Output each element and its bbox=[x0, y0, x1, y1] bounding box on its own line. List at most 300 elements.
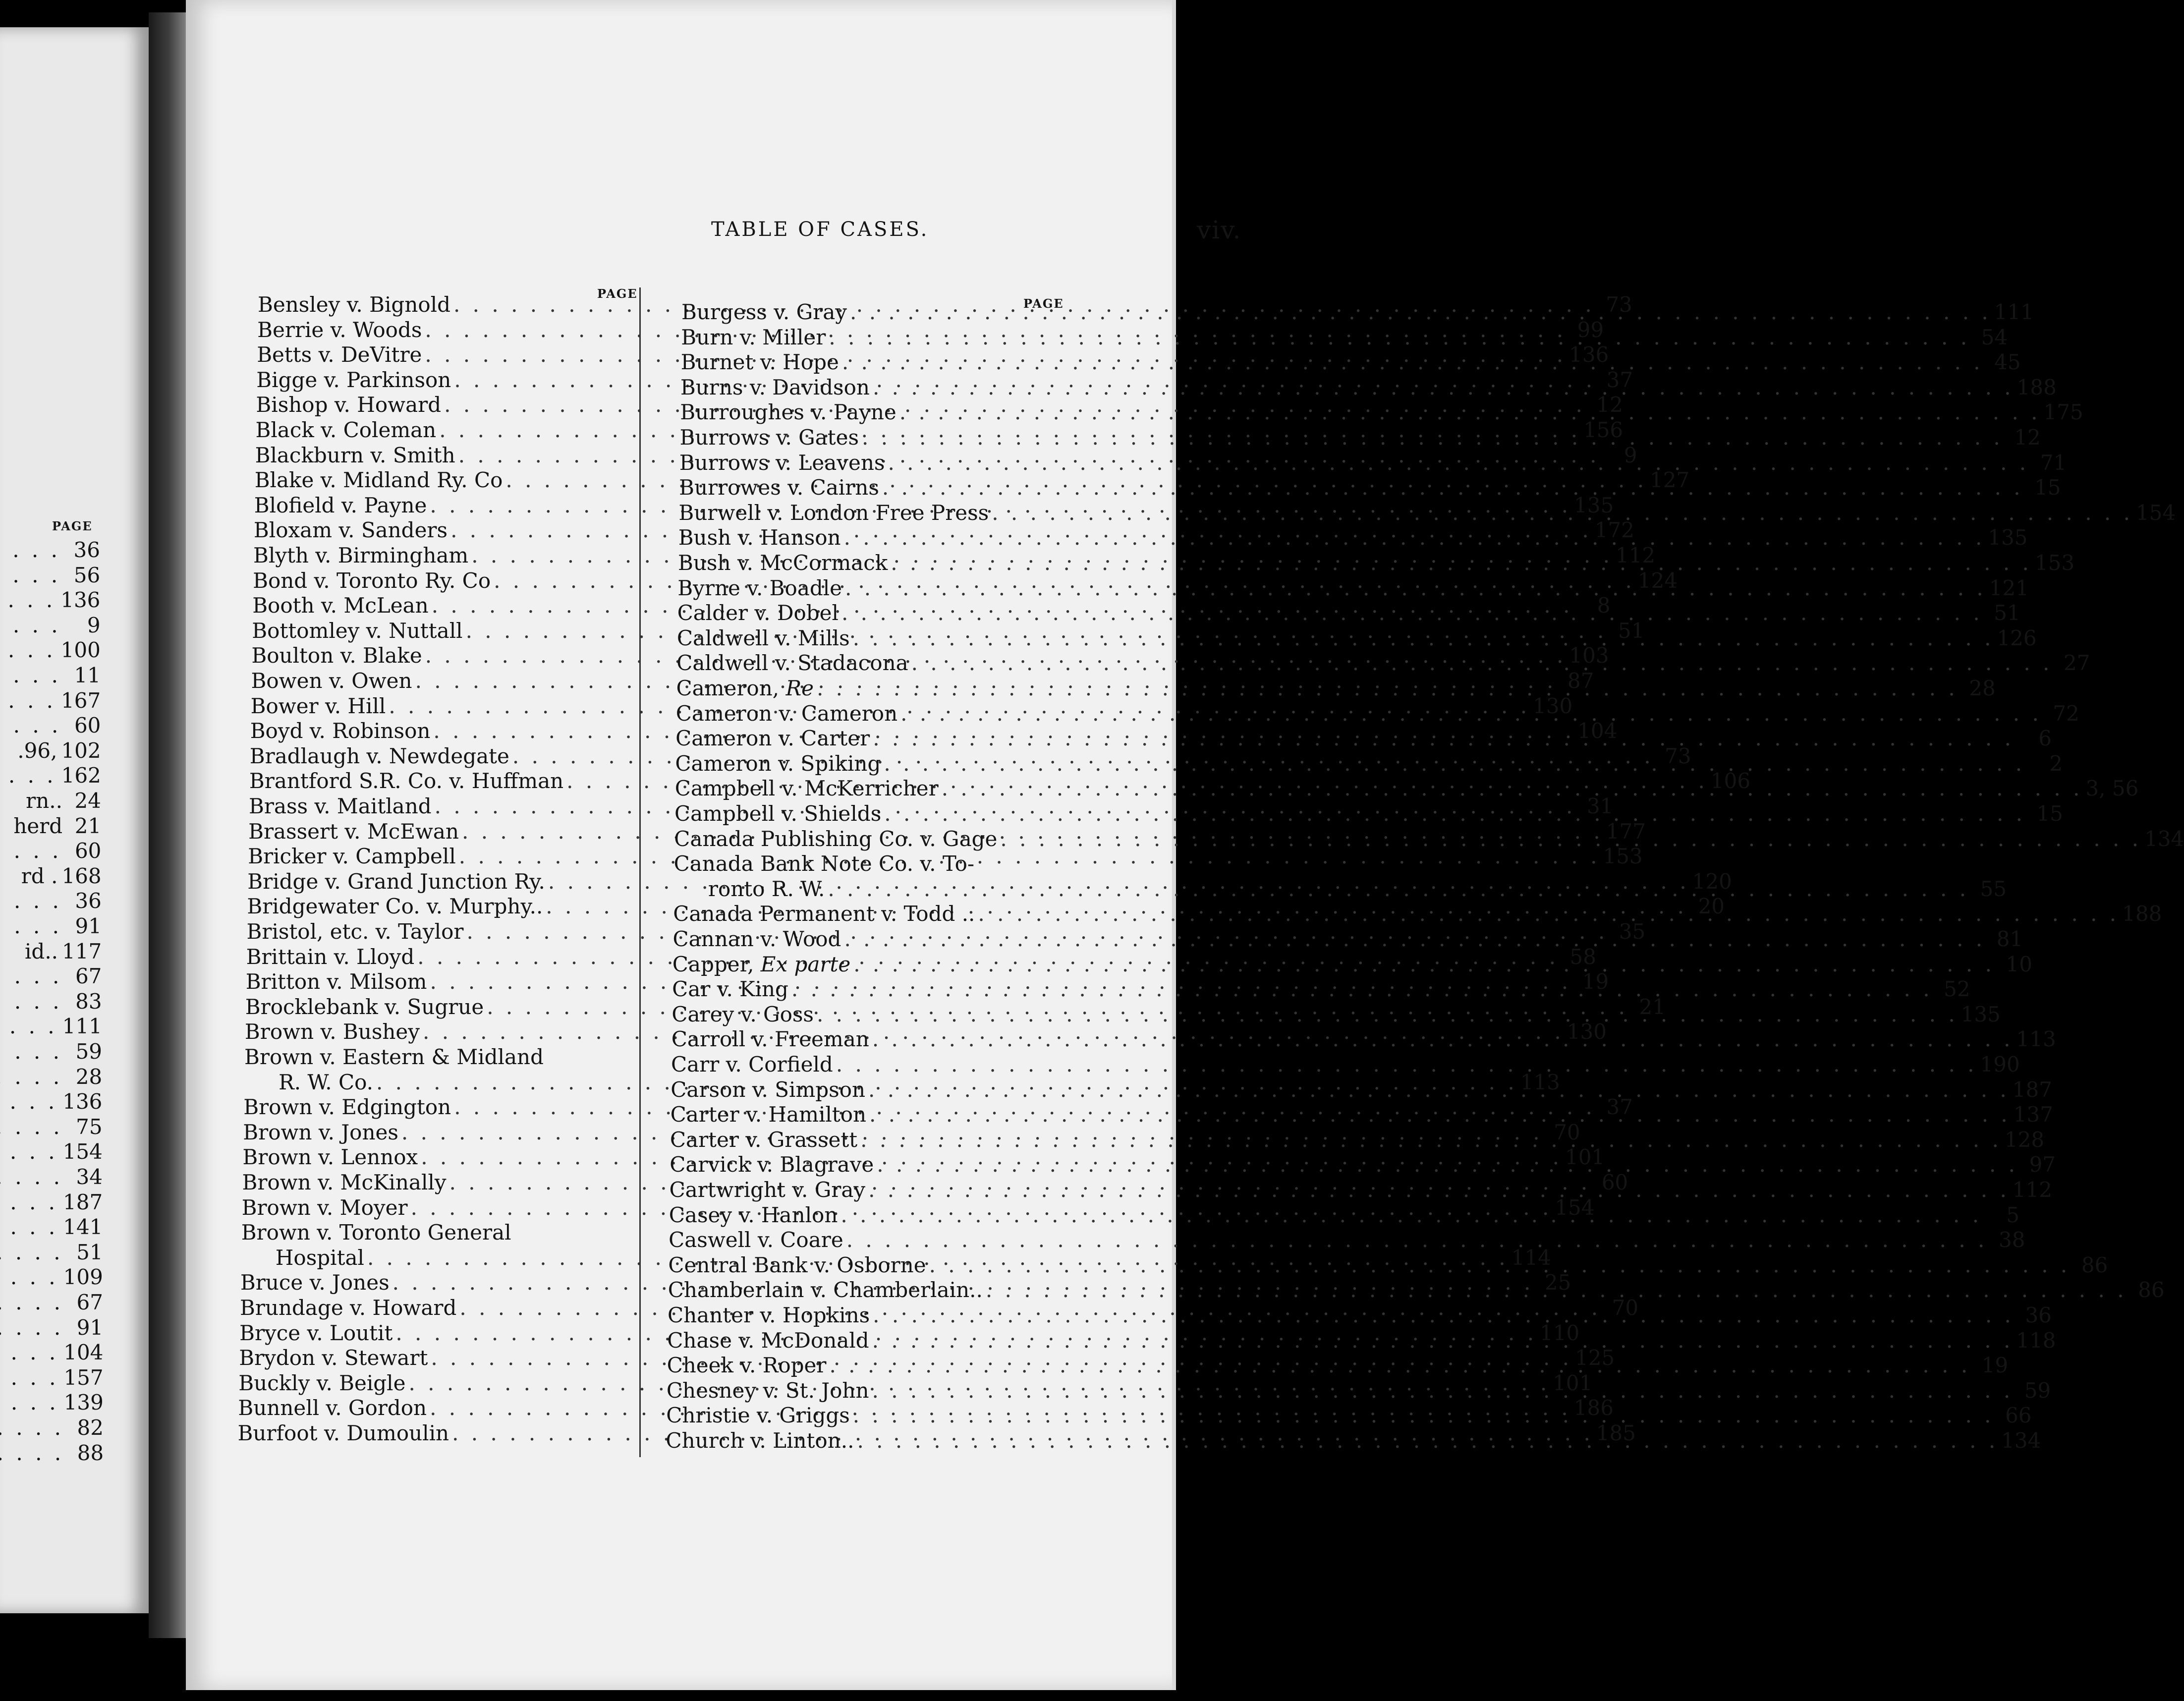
leader-dots bbox=[0, 538, 60, 562]
facing-page-number: 24 bbox=[74, 789, 101, 813]
case-page-number: 37 bbox=[1606, 367, 1633, 392]
case-page-number: 135 bbox=[1988, 525, 2028, 550]
case-name: Bradlaugh v. Newdegate bbox=[249, 743, 509, 768]
case-name: Bricker v. Campbell bbox=[248, 844, 456, 869]
case-page-number: 156 bbox=[1583, 418, 1624, 442]
case-name: Bush v. Hanson bbox=[678, 525, 841, 550]
case-name: Brantford S.R. Co. v. Huffman bbox=[249, 769, 564, 794]
case-name: Bloxam v. Sanders bbox=[253, 518, 448, 543]
leader-dots bbox=[857, 1428, 1998, 1453]
leader-dots bbox=[873, 1303, 2014, 1328]
case-name: Burwell v. London Free Press bbox=[678, 500, 989, 525]
leader-dots bbox=[1000, 827, 2141, 851]
case-name: Bristol, etc. v. Taylor bbox=[246, 919, 464, 944]
facing-page-entry bbox=[0, 1165, 103, 1190]
case-entry bbox=[674, 851, 1170, 876]
case-name: Chase v. McDonald bbox=[667, 1328, 869, 1353]
case-page-number: 187 bbox=[2012, 1077, 2052, 1102]
case-page-number: 25 bbox=[1544, 1270, 1571, 1295]
case-name: Carter v. Grassett bbox=[670, 1127, 858, 1152]
leader-dots bbox=[0, 1139, 58, 1164]
case-name: Carvick v. Blagrave bbox=[670, 1152, 874, 1177]
facing-page-entry bbox=[0, 1390, 104, 1415]
case-page-number: 136 bbox=[1569, 342, 1609, 367]
facing-page-entry bbox=[0, 588, 100, 613]
case-page-number: 73 bbox=[1606, 292, 1632, 317]
facing-page-entry bbox=[0, 613, 101, 638]
case-name: Brundage v. Howard bbox=[240, 1296, 457, 1320]
case-page-number: 153 bbox=[1603, 844, 1643, 869]
case-page-number: 135 bbox=[1574, 493, 1614, 517]
case-page-number: 72 bbox=[2053, 701, 2079, 726]
case-page-number: 111 bbox=[1994, 300, 2034, 324]
case-name: Burgess v. Gray bbox=[681, 300, 847, 324]
case-name: Bruce v. Jones bbox=[240, 1270, 390, 1295]
leader-dots bbox=[872, 1328, 2014, 1353]
case-name: Burroughes v. Payne bbox=[680, 400, 896, 425]
leader-dots bbox=[891, 551, 2032, 575]
page bbox=[186, 0, 2184, 1690]
leader-dots bbox=[0, 663, 61, 687]
leader-dots bbox=[836, 1052, 1977, 1077]
case-page-number: 35 bbox=[1619, 919, 1646, 944]
case-page-number: 186 bbox=[1573, 1396, 1614, 1420]
case-name: Boulton v. Blake bbox=[251, 643, 422, 668]
leader-dots bbox=[829, 1353, 1970, 1378]
case-name: Bower v. Hill bbox=[250, 693, 386, 718]
leader-dots bbox=[0, 588, 56, 612]
case-page-number: 15 bbox=[2036, 801, 2064, 826]
case-entry bbox=[241, 1220, 613, 1245]
facing-page-number: 91 bbox=[75, 914, 102, 938]
case-page-number: 110 bbox=[1540, 1320, 1580, 1345]
facing-page-number: 56 bbox=[73, 563, 101, 587]
case-page-number: 101 bbox=[1565, 1145, 1605, 1170]
leader-dots bbox=[0, 563, 60, 587]
case-name: Christie v. Griggs bbox=[666, 1403, 850, 1428]
facing-page-fragment bbox=[0, 27, 149, 1613]
facing-page-entry bbox=[0, 1014, 102, 1039]
case-page-number: 38 bbox=[1998, 1228, 2025, 1252]
leader-dots bbox=[0, 763, 56, 788]
facing-page-number: 109 bbox=[63, 1265, 103, 1290]
facing-page-number: 167 bbox=[61, 688, 101, 713]
leader-dots bbox=[862, 425, 2003, 450]
facing-page-number: 75 bbox=[76, 1114, 103, 1139]
facing-page-number: 136 bbox=[62, 1089, 103, 1114]
case-page-number: 104 bbox=[1577, 719, 1618, 743]
case-name: Burfoot v. Dumoulin bbox=[237, 1421, 449, 1445]
leader-dots bbox=[0, 839, 61, 863]
case-name: Bigge v. Parkinson bbox=[256, 367, 451, 392]
leader-dots bbox=[942, 776, 2083, 801]
case-name: Cameron, Re bbox=[676, 676, 814, 700]
facing-page-number: 82 bbox=[77, 1416, 104, 1440]
facing-page-number: 102 bbox=[61, 738, 101, 763]
case-name: Brown v. Toronto General bbox=[241, 1220, 511, 1245]
case-page-number: 73 bbox=[1665, 743, 1691, 768]
facing-page-entry bbox=[0, 1139, 103, 1164]
facing-page-column-heading: PAGE bbox=[52, 519, 93, 533]
case-page-number: 81 bbox=[1996, 927, 2023, 951]
case-name: R. W. Co. bbox=[279, 1070, 373, 1094]
facing-page-entry bbox=[0, 889, 102, 913]
facing-page-entry bbox=[0, 1240, 103, 1265]
case-page-number: 70 bbox=[1554, 1120, 1580, 1144]
facing-page-entry bbox=[0, 538, 100, 563]
case-page-number: 51 bbox=[1618, 618, 1645, 643]
facing-page-entry bbox=[26, 789, 101, 813]
leader-dots bbox=[0, 989, 62, 1014]
facing-page-text-fragment: rn.. bbox=[26, 789, 62, 813]
case-page-number: 20 bbox=[1698, 894, 1725, 919]
facing-page-entry bbox=[13, 814, 101, 839]
leader-dots bbox=[850, 300, 1991, 325]
case-name: Burns v. Davidson bbox=[680, 375, 870, 399]
facing-page-number: 51 bbox=[76, 1240, 103, 1264]
leader-dots bbox=[0, 1390, 59, 1415]
case-name: Chanter v. Hopkins bbox=[668, 1303, 870, 1327]
facing-page-text-fragment: .96, bbox=[17, 738, 57, 763]
facing-page-entry bbox=[0, 1441, 104, 1466]
case-page-number: 130 bbox=[1567, 1020, 1607, 1044]
case-name: Burrowes v. Cairns bbox=[679, 475, 879, 500]
case-page-number: 2 bbox=[2049, 751, 2063, 776]
facing-page-entry bbox=[0, 1340, 103, 1365]
case-page-number: 127 bbox=[1650, 468, 1690, 493]
case-name: Calder v. Dobel bbox=[677, 601, 839, 625]
case-name: Capper, Ex parte bbox=[672, 952, 851, 976]
case-name: Cheek v. Roper bbox=[667, 1353, 827, 1378]
case-name: Burnet v. Hope bbox=[680, 350, 839, 375]
case-page-number: 66 bbox=[2005, 1403, 2032, 1428]
leader-dots bbox=[0, 1065, 62, 1089]
leader-dots bbox=[0, 1416, 64, 1440]
case-name: Cameron v. Cameron bbox=[675, 701, 898, 726]
facing-page-entry bbox=[0, 563, 100, 588]
case-page-number: 8 bbox=[1597, 593, 1611, 618]
case-page-number: 58 bbox=[1569, 944, 1596, 969]
case-page-number: 31 bbox=[1586, 794, 1614, 818]
case-page-number: 120 bbox=[1692, 869, 1732, 894]
leader-dots bbox=[0, 1190, 58, 1214]
case-page-number: 177 bbox=[1606, 819, 1646, 844]
case-name: Booth v. McLean bbox=[252, 593, 429, 618]
leader-dots bbox=[868, 1077, 2010, 1102]
leader-dots bbox=[884, 801, 2025, 826]
case-page-number: 118 bbox=[2016, 1328, 2056, 1353]
leader-dots bbox=[0, 1115, 63, 1139]
facing-page-entry bbox=[0, 1315, 103, 1340]
case-page-number: 87 bbox=[1567, 669, 1594, 693]
facing-page-number: 104 bbox=[63, 1340, 104, 1365]
case-entry bbox=[679, 450, 2067, 475]
facing-page-number: 28 bbox=[75, 1064, 103, 1089]
case-page-number: 134 bbox=[2001, 1428, 2041, 1453]
facing-page-number: 168 bbox=[61, 863, 102, 888]
case-page-number: 71 bbox=[2040, 450, 2067, 475]
left-column-page-heading: PAGE bbox=[597, 286, 638, 301]
leader-dots bbox=[0, 1441, 64, 1465]
facing-page-text-fragment: herd bbox=[13, 813, 63, 838]
facing-page-entry bbox=[0, 1065, 102, 1089]
case-page-number: 86 bbox=[2081, 1252, 2108, 1277]
facing-page-number: 88 bbox=[77, 1440, 104, 1465]
leader-dots bbox=[845, 576, 1986, 601]
case-page-number: 188 bbox=[2016, 375, 2057, 399]
case-page-number: 154 bbox=[2135, 500, 2176, 525]
leader-dots bbox=[929, 1253, 2071, 1278]
facing-page-number: 157 bbox=[63, 1365, 104, 1390]
case-page-number: 153 bbox=[2034, 551, 2075, 575]
facing-page-entry bbox=[0, 1190, 103, 1215]
case-name: Caldwell v. Mills bbox=[676, 625, 850, 650]
facing-page-entry bbox=[0, 713, 101, 738]
leader-dots bbox=[853, 1403, 1994, 1428]
case-name: ronto R. W. bbox=[708, 876, 825, 901]
leader-dots bbox=[0, 1089, 57, 1114]
facing-page-number: 34 bbox=[76, 1165, 103, 1189]
case-name: Chamberlain v. Chamberlain.. bbox=[668, 1278, 983, 1303]
page-title: TABLE OF CASES. bbox=[711, 218, 929, 241]
leader-dots bbox=[791, 977, 1933, 1002]
case-name: Brydon v. Stewart bbox=[239, 1346, 428, 1370]
facing-page-entry bbox=[0, 964, 102, 989]
facing-page-entry bbox=[0, 1215, 103, 1240]
case-name: Carroll v. Freeman bbox=[671, 1027, 869, 1052]
case-page-number: 3, 56 bbox=[2085, 776, 2139, 801]
facing-page-entry bbox=[0, 989, 102, 1014]
case-page-number: 103 bbox=[1569, 643, 1609, 668]
case-name: Blackburn v. Smith bbox=[255, 443, 455, 467]
facing-page-number: 59 bbox=[75, 1039, 102, 1064]
case-name: Casey v. Hanlon bbox=[669, 1202, 838, 1227]
leader-dots bbox=[0, 1215, 58, 1239]
case-page-number: 172 bbox=[1594, 518, 1634, 543]
case-page-number: 19 bbox=[1981, 1353, 2009, 1378]
case-name: Betts v. DeVitre bbox=[257, 342, 422, 367]
case-page-number: 19 bbox=[1582, 969, 1609, 994]
facing-page-number: 141 bbox=[63, 1215, 103, 1240]
case-name: Canada Permanent v. Todd .. bbox=[673, 902, 975, 926]
facing-page-entry bbox=[0, 1416, 104, 1440]
case-name: Bunnell v. Gordon bbox=[238, 1396, 427, 1420]
case-page-number: 125 bbox=[1575, 1346, 1615, 1370]
facing-page-number: 36 bbox=[73, 538, 100, 562]
case-page-number: 134 bbox=[2144, 826, 2184, 851]
leader-dots bbox=[978, 902, 2119, 926]
facing-page-entry bbox=[0, 839, 101, 863]
case-page-number: 52 bbox=[1944, 977, 1970, 1002]
case-name: Burn v. Miller bbox=[681, 325, 826, 349]
case-page-number: 130 bbox=[1533, 693, 1573, 718]
facing-page-number: 111 bbox=[62, 1014, 102, 1039]
case-name: Carey v. Goss bbox=[672, 1002, 814, 1026]
leader-dots bbox=[844, 525, 1985, 550]
case-page-number: 185 bbox=[1596, 1421, 1636, 1445]
facing-page-text-fragment: rd . bbox=[21, 863, 58, 888]
case-page-number: 59 bbox=[2024, 1378, 2051, 1403]
case-page-number: 113 bbox=[2016, 1027, 2056, 1052]
case-name: Chesney v. St. John bbox=[666, 1378, 869, 1403]
case-name: Blyth v. Birmingham bbox=[253, 543, 469, 567]
case-entry bbox=[244, 1045, 616, 1070]
facing-page-text-fragment: id.. bbox=[25, 939, 58, 964]
leader-dots bbox=[0, 613, 61, 637]
facing-page-entry bbox=[0, 1290, 103, 1315]
case-name: Bryce v. Loutit bbox=[239, 1320, 393, 1345]
case-page-number: 97 bbox=[2029, 1152, 2056, 1177]
case-page-number: 99 bbox=[1577, 317, 1604, 342]
case-page-number: 6 bbox=[2038, 726, 2052, 751]
leader-dots bbox=[884, 751, 2025, 776]
case-page-number: 12 bbox=[1596, 393, 1623, 417]
case-name: Bishop v. Howard bbox=[256, 393, 442, 417]
case-page-number: 5 bbox=[2006, 1202, 2020, 1227]
case-page-number: 60 bbox=[1601, 1170, 1628, 1194]
leader-dots bbox=[829, 325, 1970, 350]
case-name: Byrne v. Boadle bbox=[677, 575, 842, 600]
case-name: Carter v. Hamilton bbox=[670, 1102, 867, 1127]
case-page-number: 112 bbox=[1615, 543, 1656, 567]
facing-page-number: 136 bbox=[60, 588, 101, 613]
facing-page-number: 83 bbox=[75, 989, 102, 1014]
leader-dots bbox=[900, 701, 2042, 726]
leader-dots bbox=[817, 1002, 1958, 1027]
case-name: Bush v. McCormack bbox=[678, 551, 888, 575]
leader-dots bbox=[882, 475, 2023, 500]
case-page-number: 112 bbox=[2012, 1178, 2053, 1202]
facing-page-entry bbox=[0, 1089, 102, 1114]
case-name: Church v. Linton.. bbox=[666, 1428, 854, 1453]
case-name: Berrie v. Woods bbox=[257, 317, 422, 342]
leader-dots bbox=[817, 676, 1958, 701]
case-name: Bottomley v. Nuttall bbox=[252, 618, 463, 643]
leader-dots bbox=[841, 601, 1983, 625]
case-name: Brown v. Jones bbox=[243, 1120, 398, 1144]
facing-page-number: 100 bbox=[60, 638, 101, 663]
case-name: Campbell v. McKerricher bbox=[674, 776, 939, 801]
leader-dots bbox=[868, 1178, 2010, 1202]
case-name: Caswell v. Coare bbox=[669, 1228, 843, 1252]
case-page-number: 126 bbox=[1997, 625, 2037, 650]
leader-dots bbox=[0, 914, 62, 938]
case-name: Brassert v. McEwan bbox=[248, 819, 459, 844]
case-name: Burrows v. Gates bbox=[679, 425, 859, 450]
leader-dots bbox=[853, 952, 1995, 977]
leader-dots bbox=[842, 350, 1983, 375]
leader-dots bbox=[872, 1378, 2014, 1403]
leader-dots bbox=[0, 1039, 62, 1064]
leader-dots bbox=[873, 375, 2014, 400]
case-page-number: 21 bbox=[1639, 994, 1666, 1019]
leader-dots bbox=[877, 1152, 2018, 1177]
case-page-number: 10 bbox=[2006, 952, 2032, 976]
case-page-number: 27 bbox=[2063, 651, 2090, 676]
leader-dots bbox=[844, 927, 1985, 952]
leader-dots bbox=[0, 1265, 58, 1289]
case-name: Campbell v. Shields bbox=[674, 801, 882, 826]
leader-dots bbox=[0, 1014, 57, 1038]
case-name: Hospital bbox=[275, 1245, 364, 1270]
facing-page-entry bbox=[0, 914, 102, 939]
case-page-number: 37 bbox=[1606, 1095, 1633, 1120]
facing-page-number: 154 bbox=[62, 1139, 103, 1164]
case-name: Brown v. Edgington bbox=[243, 1095, 451, 1120]
facing-page-number: 162 bbox=[61, 763, 101, 788]
case-page-number: 54 bbox=[1981, 325, 2008, 349]
facing-page-number: 187 bbox=[63, 1190, 103, 1214]
facing-page-number: 60 bbox=[74, 839, 102, 863]
case-name: Cameron v. Carter bbox=[675, 726, 870, 751]
case-name: Carr v. Corfield bbox=[671, 1052, 833, 1077]
facing-page-entry bbox=[0, 638, 101, 663]
facing-page-number: 21 bbox=[74, 813, 102, 838]
case-name: Burrows v. Leavens bbox=[679, 450, 885, 475]
facing-page-entry bbox=[0, 1039, 102, 1064]
case-page-number: 128 bbox=[2004, 1127, 2045, 1152]
case-name: Brown v. Lennox bbox=[242, 1145, 418, 1170]
leader-dots bbox=[0, 1365, 58, 1390]
case-page-number: 101 bbox=[1553, 1370, 1593, 1395]
case-name: Buckly v. Beigle bbox=[238, 1370, 406, 1395]
case-name: Canada Publishing Co. v. Gage bbox=[674, 826, 998, 851]
case-name: Caldwell v. Stadacona bbox=[676, 651, 908, 676]
leader-dots bbox=[846, 1228, 1988, 1252]
case-name: Canada Bank Note Co. v. To- bbox=[673, 851, 975, 876]
case-page-number: 188 bbox=[2122, 902, 2162, 926]
case-name: Bridge v. Grand Junction Ry. bbox=[247, 869, 545, 894]
leader-dots bbox=[899, 400, 2041, 425]
case-entry bbox=[670, 1102, 2053, 1127]
facing-page-entry bbox=[0, 663, 101, 688]
facing-page-number: 91 bbox=[76, 1315, 104, 1340]
case-name: Bridgewater Co. v. Murphy.. bbox=[247, 894, 543, 919]
facing-page-number: 11 bbox=[74, 663, 101, 687]
leader-dots bbox=[0, 713, 61, 737]
case-name: Carson v. Simpson bbox=[671, 1077, 866, 1102]
case-name: Brocklebank v. Sugrue bbox=[245, 994, 484, 1019]
facing-page-entry bbox=[0, 1265, 103, 1290]
leader-dots bbox=[0, 1165, 63, 1189]
case-page-number: 86 bbox=[2138, 1278, 2165, 1303]
case-page-number: 70 bbox=[1612, 1296, 1639, 1320]
facing-page-number: 139 bbox=[63, 1390, 104, 1415]
leader-dots bbox=[911, 651, 2053, 676]
facing-page-number: 117 bbox=[62, 939, 102, 964]
page-folio: viv. bbox=[1197, 216, 1242, 244]
facing-page-entry bbox=[0, 1365, 104, 1390]
leader-dots bbox=[0, 1290, 63, 1314]
leader-dots bbox=[873, 726, 2014, 751]
case-page-number: 12 bbox=[2014, 425, 2041, 450]
facing-page-number: 67 bbox=[75, 964, 102, 989]
leader-dots bbox=[0, 889, 62, 913]
case-name: Brown v. Moyer bbox=[241, 1195, 408, 1220]
case-name: Brown v. Bushey bbox=[244, 1020, 420, 1044]
case-name: Boyd v. Robinson bbox=[250, 719, 431, 743]
case-entry bbox=[669, 1228, 2025, 1252]
case-page-number: 121 bbox=[1989, 575, 2029, 600]
case-entry bbox=[671, 1052, 2020, 1077]
case-name: Brown v. McKinally bbox=[242, 1170, 447, 1194]
facing-page-number: 67 bbox=[76, 1290, 103, 1314]
leader-dots bbox=[992, 501, 2133, 525]
case-page-number: 106 bbox=[1710, 769, 1751, 794]
case-entry bbox=[677, 601, 2020, 625]
case-name: Cameron v. Spiking bbox=[675, 751, 881, 776]
case-page-number: 190 bbox=[1980, 1052, 2020, 1077]
